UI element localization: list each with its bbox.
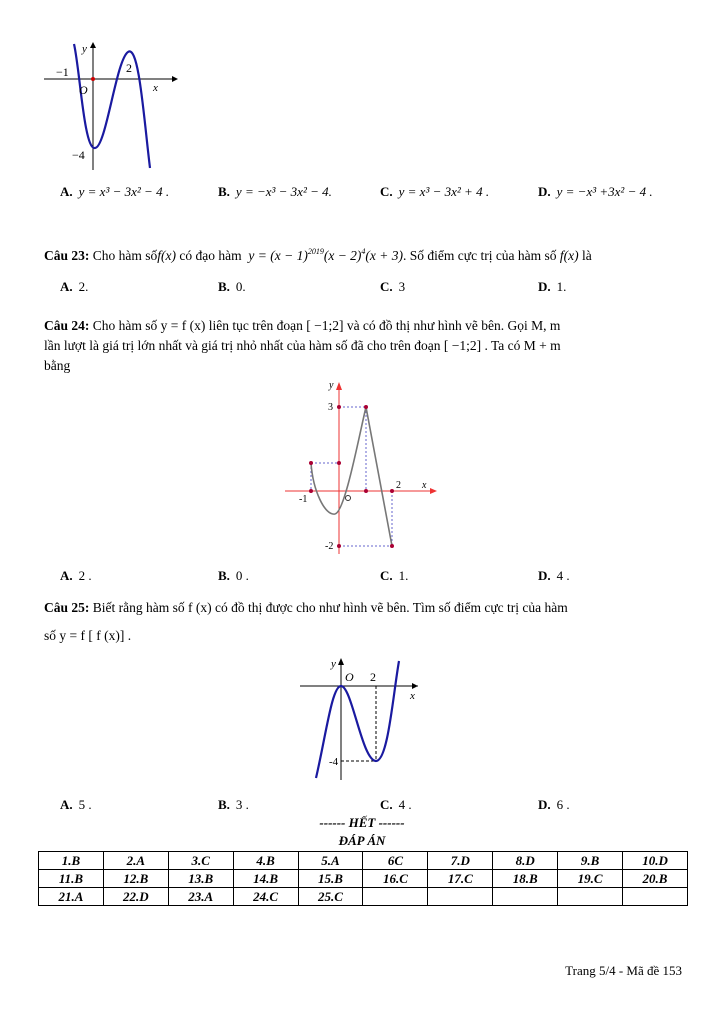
q25-option-c[interactable]: C. 4 . [380, 797, 412, 812]
q23-option-d[interactable]: D. 1. [538, 279, 567, 294]
answer-cell: 1.B [39, 852, 104, 870]
question-24: Câu 24: Cho hàm số y = f (x) liên tục trên đoạn [ −1;2] và có đồ thị như hình vẽ bên. Gọi M, m lần lượt là giá trị lớn nhất và giá trị nhỏ nhất của hàm số đã cho trên đoạn [ −1;2] . Ta có M + m bằng [44, 318, 561, 373]
svg-text:-1: -1 [299, 494, 308, 505]
answer-cell: 18.B [493, 870, 558, 888]
answer-cell [558, 888, 623, 906]
svg-text:y: y [329, 380, 334, 391]
answer-cell: 20.B [623, 870, 688, 888]
svg-text:2: 2 [396, 480, 401, 491]
svg-text:O: O [345, 670, 354, 684]
svg-text:3: 3 [328, 402, 333, 413]
answer-cell: 2.A [103, 852, 168, 870]
answer-cell: 14.B [233, 870, 298, 888]
answer-cell: 5.A [298, 852, 363, 870]
q24-label: Câu 24: [44, 318, 90, 333]
origin-circle [346, 496, 351, 501]
y-axis-arrow [90, 42, 96, 48]
answer-cell: 12.B [103, 870, 168, 888]
answer-cell: 16.C [363, 870, 428, 888]
answer-cell: 13.B [168, 870, 233, 888]
answer-cell: 4.B [233, 852, 298, 870]
prev-option-d: D. y = −x³ +3x² − 4 . [538, 184, 653, 199]
cubic-curve [74, 44, 150, 168]
neg1-label: −1 [56, 65, 69, 79]
answer-cell: 25.C [298, 888, 363, 906]
svg-text:-2: -2 [325, 541, 334, 552]
q23-derivative: $y = (x - 1)^{2019}(x - 2)^4(x + 3)$ [245, 247, 404, 263]
answer-cell [623, 888, 688, 906]
end-marker: ------ HẾT ------ [319, 815, 405, 830]
answer-row [39, 888, 688, 906]
q24-option-a[interactable]: A. 2 . [60, 568, 92, 583]
prev-option-a: A. y = x³ − 3x² − 4 . [60, 184, 170, 199]
answer-cell [428, 888, 493, 906]
prev-option-c: C. y = x³ − 3x² + 4 . [380, 184, 490, 199]
piecewise-curve [311, 407, 392, 546]
answer-cell: 24.C [233, 888, 298, 906]
q25-option-b[interactable]: B. 3 . [218, 797, 249, 812]
y-label: y [82, 43, 87, 55]
q24-option-d[interactable]: D. 4 . [538, 568, 570, 583]
origin-point [91, 77, 95, 81]
answer-cell: 3.C [168, 852, 233, 870]
svg-text:-4: -4 [329, 756, 339, 768]
answer-cell: 22.D [103, 888, 168, 906]
answer-title: ĐÁP ÁN [338, 833, 386, 848]
q24-option-c[interactable]: C. 1. [380, 568, 409, 583]
q25-option-a[interactable]: A. 5 . [60, 797, 92, 812]
x-axis-arrow [430, 488, 437, 494]
two-label: 2 [126, 61, 132, 75]
answer-cell: 9.B [558, 852, 623, 870]
graph-points [309, 405, 394, 548]
answer-row [39, 870, 688, 888]
answer-cell: 17.C [428, 870, 493, 888]
answer-cell: 10.D [623, 852, 688, 870]
y-axis-arrow [336, 382, 342, 390]
answer-cell: 8.D [493, 852, 558, 870]
q23-label: Câu 23: [44, 248, 90, 263]
answer-cell: 23.A [168, 888, 233, 906]
graph-q25 [300, 655, 425, 785]
answer-cell: 11.B [39, 870, 104, 888]
graph-prev-question [40, 40, 180, 175]
prev-option-b: B. y = −x³ − 3x² − 4. [218, 184, 332, 199]
svg-text:x: x [410, 690, 415, 702]
q23-option-b[interactable]: B. 0. [218, 279, 246, 294]
question-25: Câu 25: Biết rằng hàm số f (x) có đồ thị được cho như hình vẽ bên. Tìm số điểm cực trị của hàm số y = f [ f (x)] . [44, 600, 568, 643]
origin-label: O [79, 83, 88, 97]
x-label: x [153, 82, 158, 94]
answer-cell: 21.A [39, 888, 104, 906]
answer-table [38, 851, 688, 906]
answer-cell: 15.B [298, 870, 363, 888]
x-axis-arrow [172, 76, 178, 82]
q25-option-d[interactable]: D. 6 . [538, 797, 570, 812]
graph-q24 [285, 376, 440, 556]
q23-option-a[interactable]: A. 2. [60, 279, 89, 294]
answer-cell: 6C [363, 852, 428, 870]
question-23: Câu 23: Cho hàm sốf(x) có đạo hàm $y = (x - 1)^{2019}(x - 2)^4(x + 3)$. Số điểm cực trị của hàm số f(x) là [44, 247, 592, 263]
q23-option-c[interactable]: C. 3 [380, 279, 406, 294]
svg-text:y: y [331, 658, 336, 670]
page-footer: Trang 5/4 - Mã đề 153 [565, 963, 682, 978]
answer-cell [363, 888, 428, 906]
answer-row [39, 852, 688, 870]
neg4-label: −4 [72, 148, 85, 162]
answer-cell: 7.D [428, 852, 493, 870]
q25-label: Câu 25: [44, 600, 90, 615]
svg-text:2: 2 [370, 670, 376, 684]
answer-cell [493, 888, 558, 906]
answer-cell: 19.C [558, 870, 623, 888]
q24-option-b[interactable]: B. 0 . [218, 568, 249, 583]
svg-text:x: x [422, 480, 427, 491]
